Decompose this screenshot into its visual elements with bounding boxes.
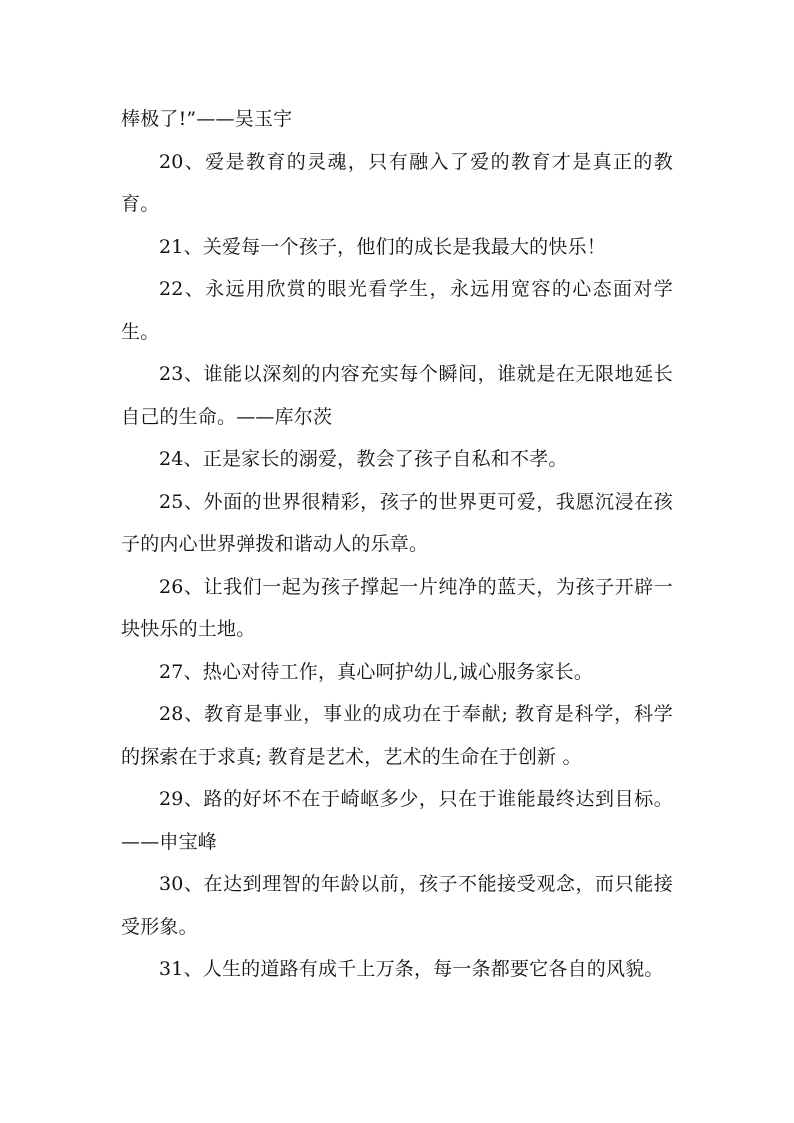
paragraph-quote-27: 27、热心对待工作，真心呵护幼儿,诚心服务家长。 <box>159 660 594 683</box>
paragraph-quote-23: 23、谁能以深刻的内容充实每个瞬间，谁就是在无限地延长自己的生命。——库尔茨 <box>121 363 673 428</box>
paragraph-quote-22: 22、永远用欣赏的眼光看学生，永远用宽容的心态面对学生。 <box>121 278 673 343</box>
paragraph-quote-24: 24、正是家长的溺爱，教会了孩子自私和不孝。 <box>159 448 568 470</box>
paragraph-quote-30: 30、在达到理智的年龄以前，孩子不能接受观念，而只能接受形象。 <box>121 873 673 938</box>
paragraph-quote-29: 29、路的好坏不在于崎岖多少，只在于谁能最终达到目标。——申宝峰 <box>121 788 673 853</box>
paragraph-quote-21: 21、关爱每一个孩子，他们的成长是我最大的快乐！ <box>159 235 606 258</box>
document-body <box>121 98 673 991</box>
paragraph-quote-25: 25、外面的世界很精彩，孩子的世界更可爱，我愿沉浸在孩子的内心世界弹拨和谐动人的乐章。 <box>121 490 673 555</box>
paragraph-quote-20: 20、爱是教育的灵魂，只有融入了爱的教育才是真正的教育。 <box>121 150 673 215</box>
paragraph-attribution-continued: 棒极了!”——吴玉宇 <box>121 108 293 130</box>
paragraph-quote-26: 26、让我们一起为孩子撑起一片纯净的蓝天，为孩子开辟一块快乐的土地。 <box>121 575 673 640</box>
paragraph-quote-31: 31、人生的道路有成千上万条，每一条都要它各自的风貌。 <box>159 958 664 980</box>
paragraph-quote-28: 28、教育是事业，事业的成功在于奉献; 教育是科学，科学的探索在于求真; 教育是艺术，艺术的生命在于创新 。 <box>121 703 673 768</box>
